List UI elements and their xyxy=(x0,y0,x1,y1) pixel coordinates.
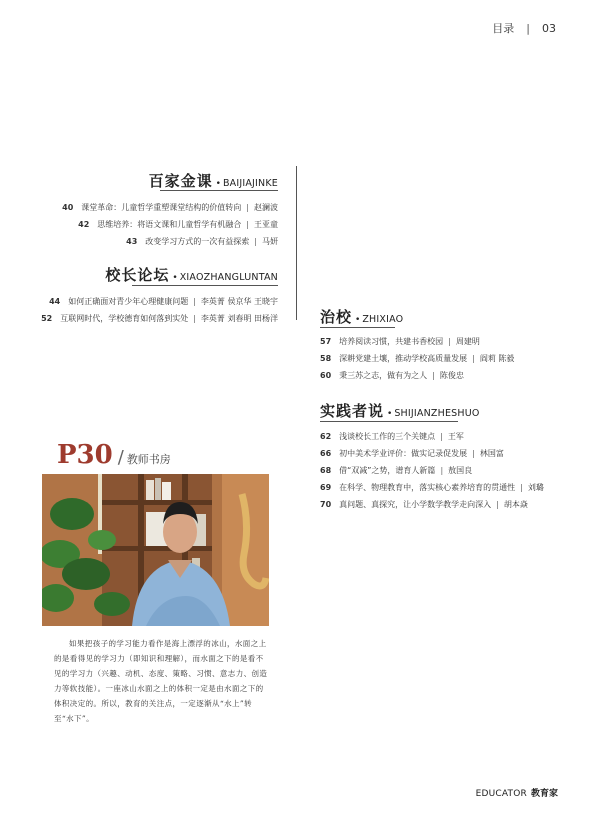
section-rule-zhixiao xyxy=(320,327,395,328)
feature-page-number: P30 xyxy=(57,440,113,470)
toc-label: 目录 xyxy=(492,22,515,35)
toc-entry[interactable]: 52 互联网时代，学校德育如何落到实处 | 李英菁 刘春明 田杨洋 xyxy=(41,314,278,323)
toc-entry[interactable]: 69 在科学、物理教育中，落实核心素养培育的贯通性 | 刘璐 xyxy=(320,483,544,492)
toc-entry[interactable]: 68 借“双减”之势，谱育人新篇 | 敖国良 xyxy=(320,466,473,475)
toc-entry[interactable]: 42 思维培养：将语文课和儿童哲学有机融合 | 王亚童 xyxy=(78,220,278,229)
footer-brand-zh: 教育家 xyxy=(530,789,558,799)
toc-entry[interactable]: 43 改变学习方式的一次有益探索 | 马妍 xyxy=(126,237,278,246)
section-title-xiaozhang: 校长论坛 • XIAOZHANGLUNTAN xyxy=(105,266,278,284)
page-number: 03 xyxy=(542,21,556,35)
toc-entry[interactable]: 58 深耕党建土壤，推动学校高质量发展 | 阎莉 陈毅 xyxy=(320,354,515,363)
toc-entry[interactable]: 66 初中美术学业评价：做实记录促发展 | 林国富 xyxy=(320,449,504,458)
section-rule-shijian xyxy=(320,421,458,422)
page-header xyxy=(492,20,556,36)
feature-quote: 如果把孩子的学习能力看作是海上漂浮的冰山，水面之上的是看得见的学习力（即知识和理解），而水面之下的是看不见的学习力（兴趣、动机、态度、策略、习惯、意志力、创造力等软技能）。一座冰山水面之上的体积一定是由水面之下的体积决定的。所以，教育的关注点，一定逐渐从“水上”转至“水下”。 xyxy=(54,639,268,723)
toc-entry[interactable]: 70 真问题、真探究，让小学数学教学走向深入 | 胡本焱 xyxy=(320,500,528,509)
page-footer xyxy=(476,786,558,799)
footer-brand-en: EDUCATOR xyxy=(475,789,527,799)
feature-slash: / xyxy=(117,447,124,468)
column-divider xyxy=(296,166,297,320)
feature-column-name: 教师书房 xyxy=(126,453,171,466)
toc-entry[interactable]: 57 培养阅读习惯，共建书香校园 | 周建明 xyxy=(320,337,480,346)
toc-entry[interactable]: 40 课堂革命：儿童哲学重塑课堂结构的价值转向 | 赵澜波 xyxy=(62,203,278,212)
toc-entry[interactable]: 62 浅谈校长工作的三个关键点 | 王军 xyxy=(320,432,464,441)
section-rule-xiaozhang xyxy=(132,285,278,286)
toc-entry[interactable]: 44 如何正确面对青少年心理健康问题 | 李英菁 侯京华 王晓宇 xyxy=(49,297,278,306)
toc-entry[interactable]: 60 秉三苏之志，做有为之人 | 陈俊忠 xyxy=(320,371,464,380)
section-title-zhixiao: 治校 • ZHIXIAO xyxy=(320,308,404,326)
header-separator: | xyxy=(526,21,530,35)
feature-photo xyxy=(42,474,269,626)
feature-heading[interactable] xyxy=(57,440,171,470)
section-title-shijian: 实践者说 • SHIJIANZHESHUO xyxy=(320,402,480,420)
section-rule-baijia xyxy=(160,190,278,191)
section-title-baijia: 百家金课 • BAIJIAJINKE xyxy=(148,172,278,190)
portrait-image xyxy=(42,474,269,626)
